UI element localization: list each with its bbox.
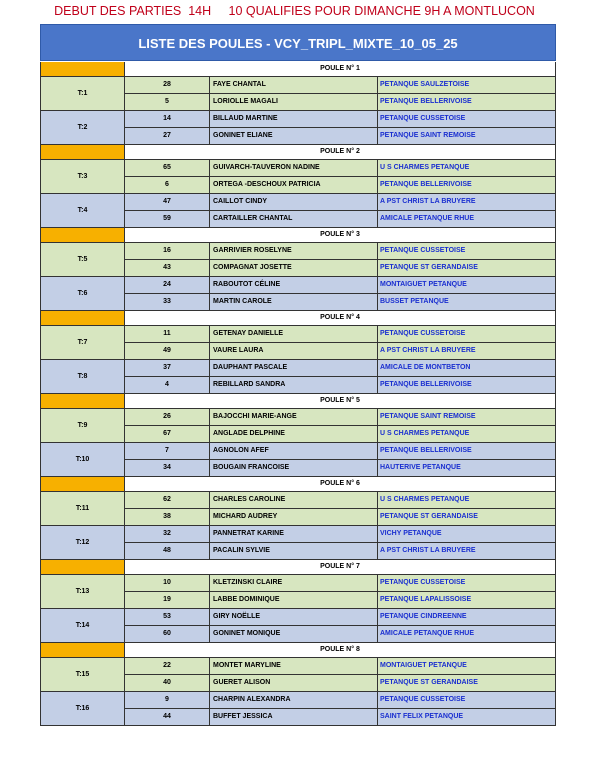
poule-marker: [40, 394, 125, 409]
player-number: 43: [125, 260, 210, 277]
player-number: 33: [125, 294, 210, 311]
poule-marker: [40, 560, 125, 575]
player-name: BILLAUD MARTINE: [210, 111, 378, 128]
player-name: CARTAILLER CHANTAL: [210, 211, 378, 228]
team-row: [40, 492, 556, 526]
player-number: 11: [125, 326, 210, 343]
team-row: [40, 160, 556, 194]
player-row: [125, 360, 556, 377]
player-name: CHARLES CAROLINE: [210, 492, 378, 509]
player-name: DAUPHANT PASCALE: [210, 360, 378, 377]
player-name: GETENAY DANIELLE: [210, 326, 378, 343]
player-number: 34: [125, 460, 210, 477]
player-number: 65: [125, 160, 210, 177]
team-label: T:8: [40, 360, 125, 394]
player-name: MICHARD AUDREY: [210, 509, 378, 526]
team-players: [125, 443, 556, 477]
player-number: 28: [125, 77, 210, 94]
player-number: 53: [125, 609, 210, 626]
player-club: PETANQUE CUSSETOISE: [378, 692, 556, 709]
team-label: T:13: [40, 575, 125, 609]
player-row: [125, 526, 556, 543]
player-name: BOUGAIN FRANCOISE: [210, 460, 378, 477]
poule-title: POULE N° 8: [125, 643, 556, 658]
poule-title: POULE N° 3: [125, 228, 556, 243]
player-row: [125, 460, 556, 477]
team-players: [125, 409, 556, 443]
player-club: PETANQUE BELLERIVOISE: [378, 94, 556, 111]
player-name: ANGLADE DELPHINE: [210, 426, 378, 443]
team-row: [40, 243, 556, 277]
team-players: [125, 160, 556, 194]
player-club: PETANQUE LAPALISSOISE: [378, 592, 556, 609]
poule-title: POULE N° 5: [125, 394, 556, 409]
player-name: KLETZINSKI CLAIRE: [210, 575, 378, 592]
player-name: MONTET MARYLINE: [210, 658, 378, 675]
player-club: PETANQUE BELLERIVOISE: [378, 377, 556, 394]
team-players: [125, 111, 556, 145]
poule-header-row: [40, 311, 556, 326]
player-club: U S CHARMES PETANQUE: [378, 160, 556, 177]
team-label: T:6: [40, 277, 125, 311]
team-label: T:7: [40, 326, 125, 360]
poule-header-row: [40, 394, 556, 409]
schedule-header: DEBUT DES PARTIES 14H 10 QUALIFIES POUR DIMANCHE 9H A MONTLUCON: [54, 4, 535, 18]
player-club: PETANQUE ST GERANDAISE: [378, 260, 556, 277]
player-row: [125, 343, 556, 360]
player-name: REBILLARD SANDRA: [210, 377, 378, 394]
team-label: T:15: [40, 658, 125, 692]
player-row: [125, 94, 556, 111]
player-name: GARRIVIER ROSELYNE: [210, 243, 378, 260]
player-number: 40: [125, 675, 210, 692]
player-club: MONTAIGUET PETANQUE: [378, 658, 556, 675]
poule-header-row: [40, 643, 556, 658]
player-name: CAILLOT CINDY: [210, 194, 378, 211]
team-row: [40, 277, 556, 311]
team-row: [40, 409, 556, 443]
player-club: PETANQUE SAULZETOISE: [378, 77, 556, 94]
poule-title: POULE N° 2: [125, 145, 556, 160]
player-row: [125, 409, 556, 426]
player-number: 26: [125, 409, 210, 426]
player-club: HAUTERIVE PETANQUE: [378, 460, 556, 477]
team-row: [40, 77, 556, 111]
team-players: [125, 492, 556, 526]
player-name: BAJOCCHI MARIE-ANGE: [210, 409, 378, 426]
player-club: PETANQUE CUSSETOISE: [378, 326, 556, 343]
team-row: [40, 443, 556, 477]
player-row: [125, 377, 556, 394]
player-number: 67: [125, 426, 210, 443]
team-players: [125, 360, 556, 394]
poule-title: POULE N° 7: [125, 560, 556, 575]
player-club: AMICALE DE MONTBETON: [378, 360, 556, 377]
player-club: U S CHARMES PETANQUE: [378, 426, 556, 443]
team-label: T:3: [40, 160, 125, 194]
player-row: [125, 194, 556, 211]
player-number: 60: [125, 626, 210, 643]
player-name: AGNOLON AFEF: [210, 443, 378, 460]
player-name: COMPAGNAT JOSETTE: [210, 260, 378, 277]
poule-header-row: [40, 560, 556, 575]
player-name: ORTEGA -DESCHOUX PATRICIA: [210, 177, 378, 194]
player-number: 5: [125, 94, 210, 111]
team-players: [125, 277, 556, 311]
player-row: [125, 609, 556, 626]
poules-table: [40, 62, 556, 726]
player-number: 27: [125, 128, 210, 145]
player-number: 22: [125, 658, 210, 675]
player-club: U S CHARMES PETANQUE: [378, 492, 556, 509]
player-row: [125, 443, 556, 460]
player-club: AMICALE PETANQUE RHUE: [378, 626, 556, 643]
player-name: BUFFET JESSICA: [210, 709, 378, 726]
player-row: [125, 177, 556, 194]
player-number: 10: [125, 575, 210, 592]
team-row: [40, 360, 556, 394]
team-players: [125, 194, 556, 228]
player-row: [125, 77, 556, 94]
player-name: MARTIN CAROLE: [210, 294, 378, 311]
team-row: [40, 658, 556, 692]
team-row: [40, 111, 556, 145]
player-number: 6: [125, 177, 210, 194]
player-row: [125, 692, 556, 709]
player-club: AMICALE PETANQUE RHUE: [378, 211, 556, 228]
player-number: 14: [125, 111, 210, 128]
poule-marker: [40, 62, 125, 77]
player-name: VAURE LAURA: [210, 343, 378, 360]
player-name: GUIVARCH-TAUVERON NADINE: [210, 160, 378, 177]
player-row: [125, 509, 556, 526]
player-row: [125, 326, 556, 343]
player-club: PETANQUE SAINT REMOISE: [378, 128, 556, 145]
player-club: PETANQUE CUSSETOISE: [378, 243, 556, 260]
player-row: [125, 543, 556, 560]
player-name: GONINET MONIQUE: [210, 626, 378, 643]
player-club: PETANQUE CINDREENNE: [378, 609, 556, 626]
team-label: T:10: [40, 443, 125, 477]
player-name: RABOUTOT CÉLINE: [210, 277, 378, 294]
player-number: 62: [125, 492, 210, 509]
player-row: [125, 575, 556, 592]
player-club: A PST CHRIST LA BRUYERE: [378, 543, 556, 560]
player-row: [125, 277, 556, 294]
player-row: [125, 128, 556, 145]
player-row: [125, 294, 556, 311]
page-title: LISTE DES POULES - VCY_TRIPL_MIXTE_10_05_25: [40, 24, 556, 61]
player-club: BUSSET PETANQUE: [378, 294, 556, 311]
player-name: PANNETRAT KARINE: [210, 526, 378, 543]
team-label: T:9: [40, 409, 125, 443]
poule-marker: [40, 477, 125, 492]
player-number: 59: [125, 211, 210, 228]
player-number: 16: [125, 243, 210, 260]
team-players: [125, 526, 556, 560]
player-number: 9: [125, 692, 210, 709]
team-row: [40, 575, 556, 609]
player-name: LORIOLLE MAGALI: [210, 94, 378, 111]
team-label: T:16: [40, 692, 125, 726]
poule-marker: [40, 311, 125, 326]
player-name: LABBE DOMINIQUE: [210, 592, 378, 609]
player-number: 48: [125, 543, 210, 560]
player-club: PETANQUE ST GERANDAISE: [378, 509, 556, 526]
team-players: [125, 243, 556, 277]
player-row: [125, 709, 556, 726]
team-label: T:5: [40, 243, 125, 277]
player-row: [125, 675, 556, 692]
player-number: 37: [125, 360, 210, 377]
team-row: [40, 326, 556, 360]
player-number: 4: [125, 377, 210, 394]
team-players: [125, 326, 556, 360]
player-row: [125, 260, 556, 277]
player-number: 47: [125, 194, 210, 211]
poule-header-row: [40, 228, 556, 243]
player-row: [125, 160, 556, 177]
poule-title: POULE N° 6: [125, 477, 556, 492]
team-players: [125, 77, 556, 111]
player-name: PACALIN SYLVIE: [210, 543, 378, 560]
player-club: PETANQUE BELLERIVOISE: [378, 177, 556, 194]
player-number: 32: [125, 526, 210, 543]
team-players: [125, 658, 556, 692]
team-label: T:2: [40, 111, 125, 145]
poule-title: POULE N° 4: [125, 311, 556, 326]
team-players: [125, 609, 556, 643]
poule-marker: [40, 145, 125, 160]
team-row: [40, 526, 556, 560]
player-club: SAINT FELIX PETANQUE: [378, 709, 556, 726]
team-players: [125, 692, 556, 726]
player-number: 38: [125, 509, 210, 526]
poule-marker: [40, 643, 125, 658]
player-row: [125, 492, 556, 509]
poule-header-row: [40, 477, 556, 492]
team-label: T:4: [40, 194, 125, 228]
player-club: PETANQUE SAINT REMOISE: [378, 409, 556, 426]
player-number: 24: [125, 277, 210, 294]
player-row: [125, 211, 556, 228]
team-row: [40, 194, 556, 228]
player-club: MONTAIGUET PETANQUE: [378, 277, 556, 294]
player-name: CHARPIN ALEXANDRA: [210, 692, 378, 709]
player-club: PETANQUE CUSSETOISE: [378, 575, 556, 592]
player-row: [125, 592, 556, 609]
player-number: 19: [125, 592, 210, 609]
player-row: [125, 111, 556, 128]
player-number: 44: [125, 709, 210, 726]
poule-header-row: [40, 62, 556, 77]
player-club: PETANQUE BELLERIVOISE: [378, 443, 556, 460]
poule-marker: [40, 228, 125, 243]
player-row: [125, 426, 556, 443]
player-name: GUERET ALISON: [210, 675, 378, 692]
team-row: [40, 692, 556, 726]
player-club: PETANQUE ST GERANDAISE: [378, 675, 556, 692]
player-number: 7: [125, 443, 210, 460]
player-name: GONINET ELIANE: [210, 128, 378, 145]
player-club: PETANQUE CUSSETOISE: [378, 111, 556, 128]
team-label: T:11: [40, 492, 125, 526]
team-label: T:14: [40, 609, 125, 643]
poule-title: POULE N° 1: [125, 62, 556, 77]
team-players: [125, 575, 556, 609]
team-row: [40, 609, 556, 643]
player-row: [125, 658, 556, 675]
player-club: A PST CHRIST LA BRUYERE: [378, 343, 556, 360]
player-row: [125, 243, 556, 260]
player-club: VICHY PETANQUE: [378, 526, 556, 543]
player-row: [125, 626, 556, 643]
player-number: 49: [125, 343, 210, 360]
team-label: T:12: [40, 526, 125, 560]
team-label: T:1: [40, 77, 125, 111]
player-name: FAYE CHANTAL: [210, 77, 378, 94]
poule-header-row: [40, 145, 556, 160]
player-name: GIRY NOËLLE: [210, 609, 378, 626]
player-club: A PST CHRIST LA BRUYERE: [378, 194, 556, 211]
